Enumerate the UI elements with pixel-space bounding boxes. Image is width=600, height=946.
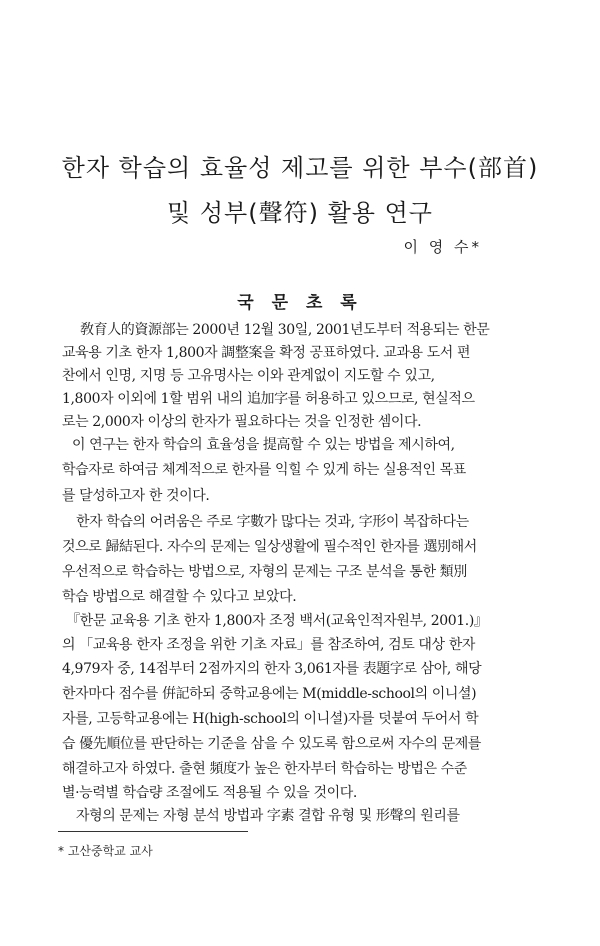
body-line: 敎育人的資源部는 2000년 12월 30일, 2001년도부터 적용되는 한문 — [80, 322, 490, 338]
body-line: 4,979자 중, 14점부터 2점까지의 한자 3,061자를 表題字로 삼아, 해당 — [62, 661, 482, 677]
body-line: 로는 2,000자 이상의 한자가 필요하다는 것을 인정한 셈이다. — [62, 414, 422, 430]
title-line-1: 한자 학습의 효율성 제고를 위한 부수(部首) — [61, 154, 539, 182]
body-line: 습 優先順位를 판단하는 기준을 삼을 수 있도록 함으로써 자수의 문제를 — [62, 736, 481, 752]
body-line: 학습 방법으로 해결할 수 있다고 보았다. — [62, 589, 297, 605]
footnote: * 고산중학교 교사 — [58, 844, 153, 858]
body-line: 한자마다 점수를 倂記하되 중학교용에는 M(middle-school의 이니셜) — [62, 686, 477, 702]
body-line: 교육용 기초 한자 1,800자 調整案을 확정 공표하였다. 교과용 도서 편 — [62, 345, 471, 361]
body-line: 를 달성하고자 한 것이다. — [62, 488, 210, 504]
body-line: 이 연구는 한자 학습의 효율성을 提高할 수 있는 방법을 제시하여, — [72, 437, 455, 453]
body-line: 한자 학습의 어려움은 주로 字數가 많다는 것과, 字形이 복잡하다는 — [76, 514, 469, 530]
body-line: 별·능력별 학습량 조절에도 적용될 수 있을 것이다. — [62, 785, 357, 801]
title-line-2: 및 성부(聲符) 활용 연구 — [167, 199, 433, 227]
body-line: 찬에서 인명, 지명 등 고유명사는 이와 관계없이 지도할 수 있고, — [62, 368, 435, 384]
section-title: 국 문 초 록 — [237, 293, 363, 313]
body-line: 1,800자 이외에 1할 범위 내의 追加字를 허용하고 있으므로, 현실적으 — [62, 391, 475, 407]
body-line: 해결하고자 하였다. 출현 頻度가 높은 한자부터 학습하는 방법은 수준 — [62, 761, 467, 777]
footnote-divider — [58, 831, 248, 832]
body-line: 것으로 歸結된다. 자수의 문제는 일상생활에 필수적인 한자를 選別해서 — [62, 539, 477, 555]
body-line: 우선적으로 학습하는 방법으로, 자형의 문제는 구조 분석을 통한 類別 — [62, 564, 467, 580]
body-line: 자를, 고등학교용에는 H(high-school의 이니셜)자를 덧붙여 두어서 학 — [62, 711, 479, 727]
author: 이 영 수* — [403, 238, 482, 256]
body-line: 의 「교육용 한자 조정을 위한 기초 자료」를 참조하여, 검토 대상 한자 — [62, 637, 475, 653]
body-line: 『한문 교육용 기초 한자 1,800자 조정 백서(교육인적자원부, 2001.)』 — [66, 613, 488, 629]
body-line: 자형의 문제는 자형 분석 방법과 字素 결합 유형 및 形聲의 원리를 — [76, 808, 460, 824]
body-line: 학습자로 하여금 체계적으로 한자를 익힐 수 있게 하는 실용적인 목표 — [62, 462, 466, 478]
